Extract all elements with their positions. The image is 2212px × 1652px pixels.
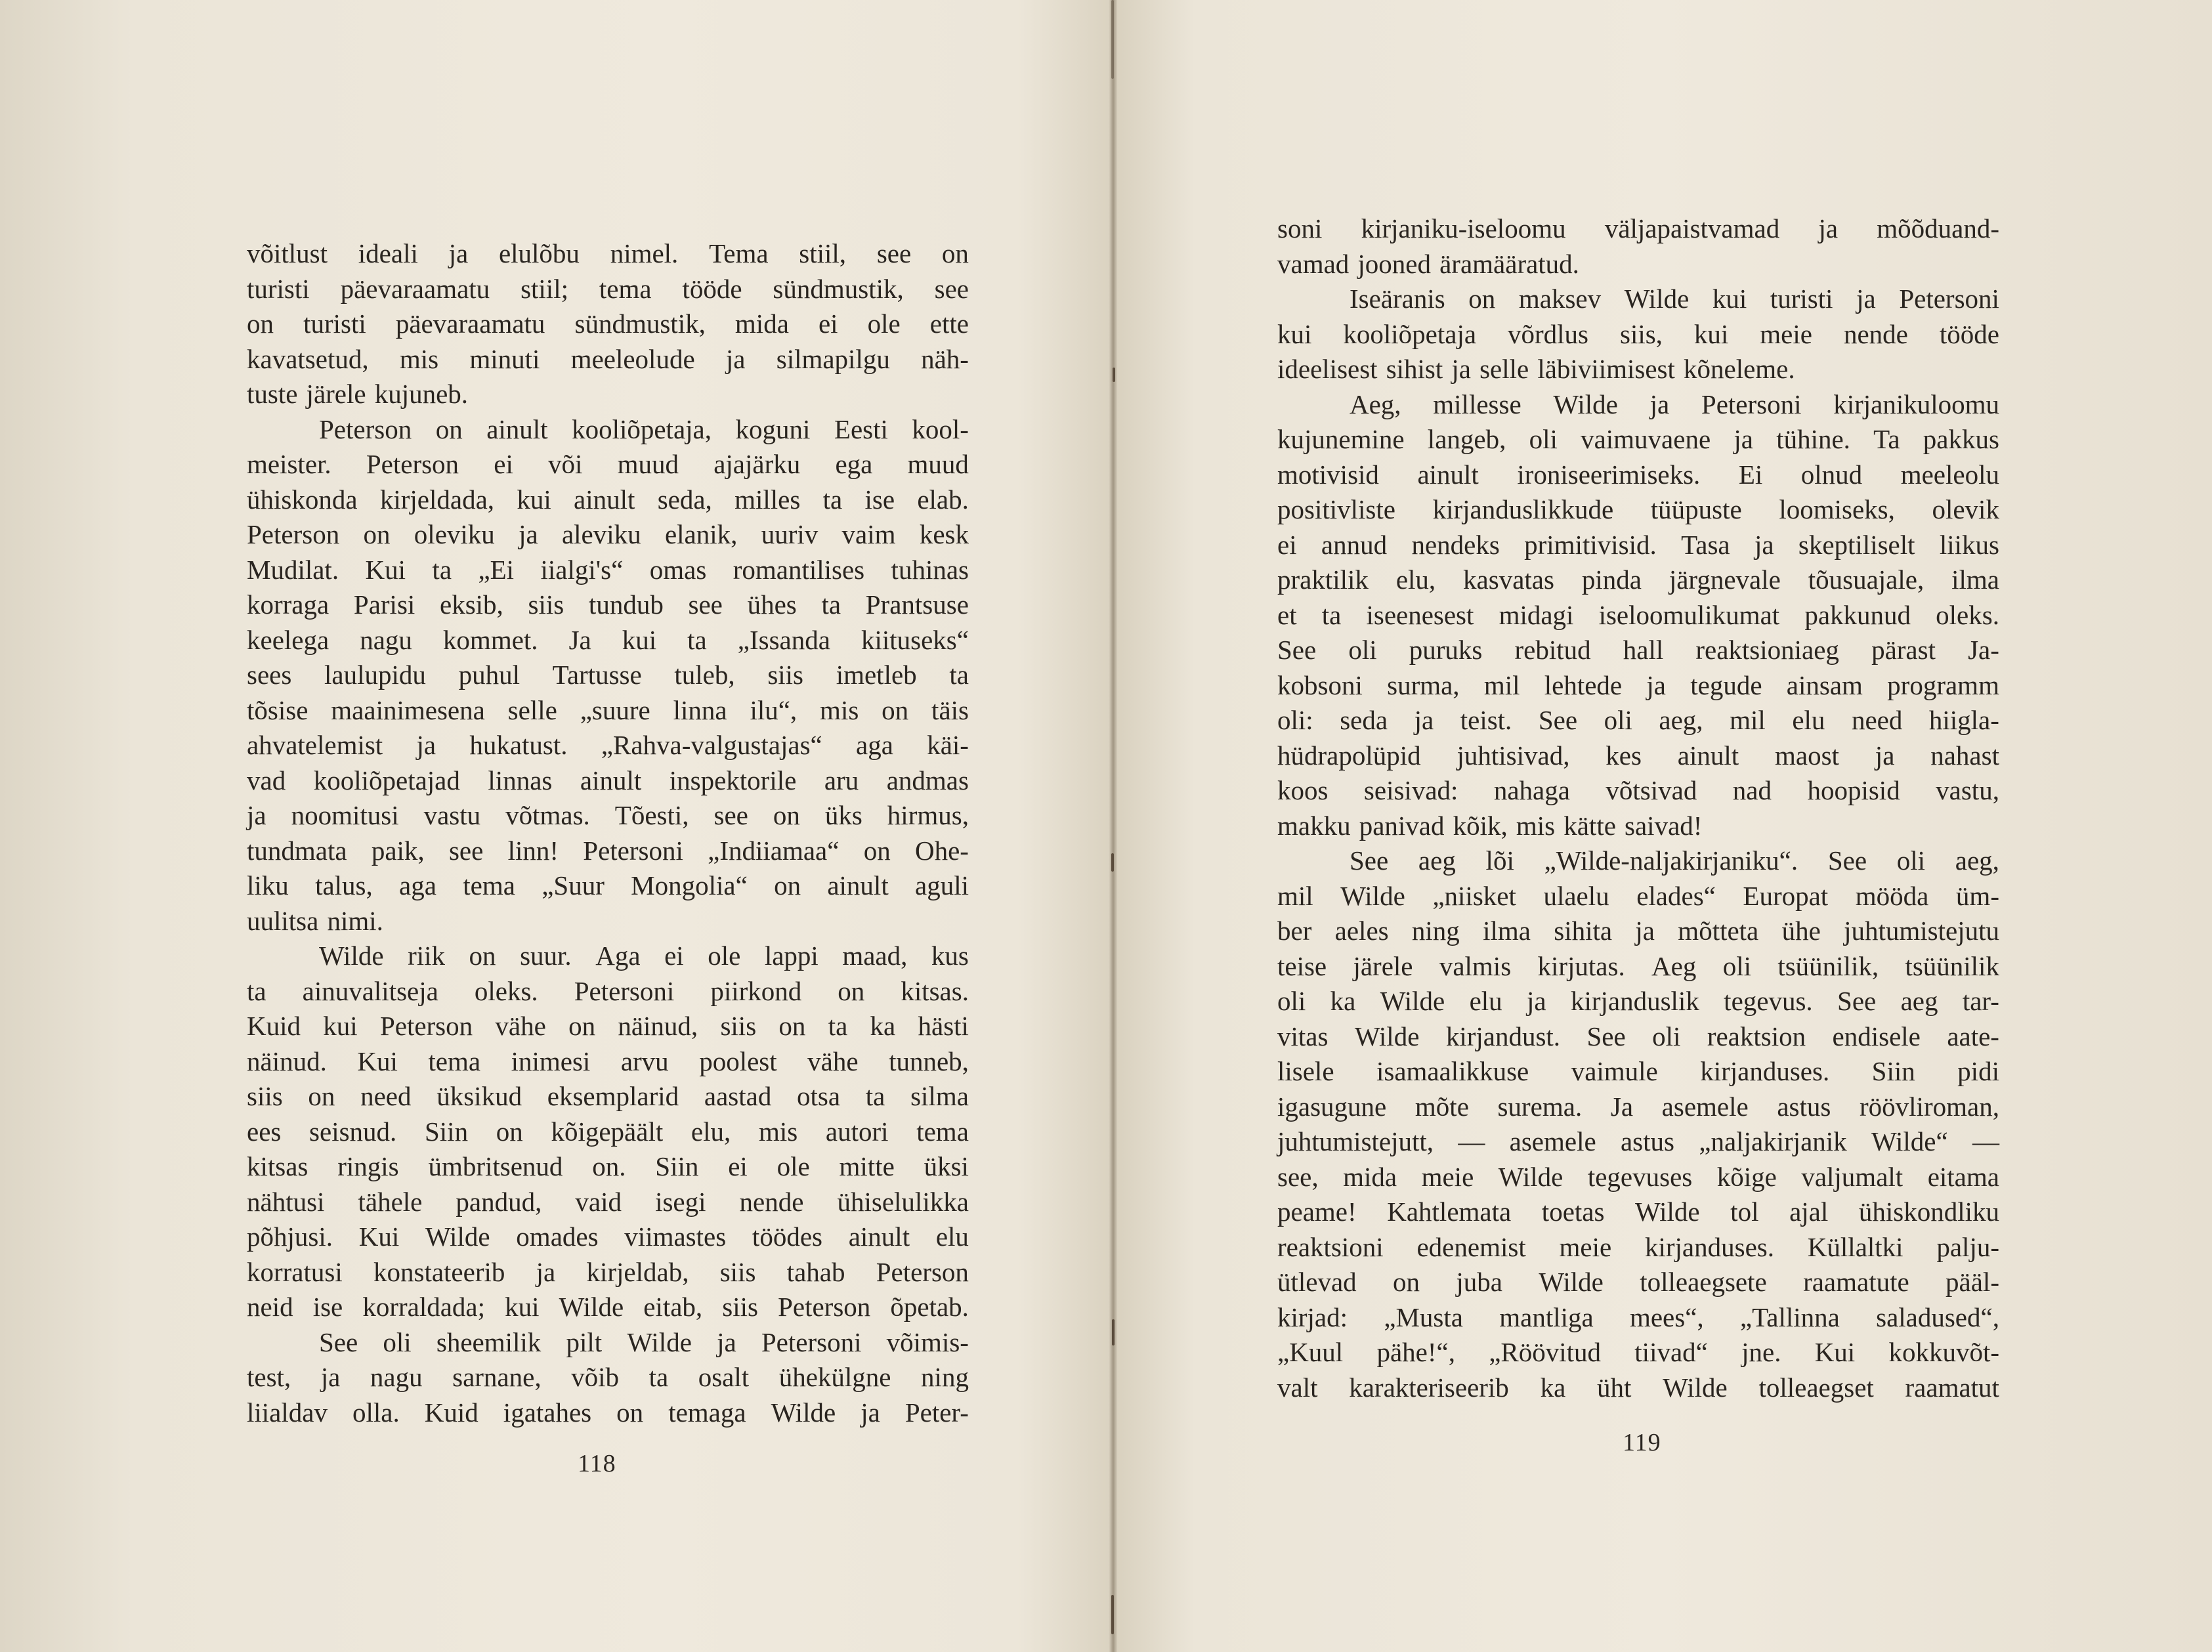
text-line: ees seisnud. Siin on kõigepäält elu, mis autori tema [247, 1116, 969, 1147]
text-line: ideelisest sihist ja selle läbiviimisest kõneleme. [1277, 354, 1795, 384]
text-line: Peterson on ainult kooliõpetaja, koguni Eesti kool- [319, 413, 969, 444]
text-line: praktilik elu, kasvatas pinda järgnevale tõusuajale, ilma [1277, 564, 1999, 595]
text-line: näinud. Kui tema inimesi arvu poolest vähe tunneb, [247, 1046, 969, 1076]
text-line: põhjusi. Kui Wilde omades viimastes töödes ainult elu [247, 1221, 969, 1252]
text-line: hüdrapolüpid juhtisivad, kes ainult maost ja nahast [1277, 740, 1999, 771]
text-line: kobsoni surma, mil lehtede ja tegude ainsam programm [1277, 669, 1999, 700]
text-line: uulitsa nimi. [247, 905, 383, 936]
text-line: oli: seda ja teist. See oli aeg, mil elu need hiigla- [1277, 705, 1999, 735]
text-line: valt karakteriseerib ka üht Wilde tolleaegset raamatut [1277, 1372, 1999, 1403]
text-line: See aeg lõi „Wilde-naljakirjaniku“. See oli aeg, [1350, 845, 1999, 876]
text-line: ja noomitusi vastu võtmas. Tõesti, see on üks hirmus, [247, 800, 969, 830]
text-line: motivisid ainult ironiseerimiseks. Ei olnud meeleolu [1277, 459, 1999, 490]
book-gutter [1109, 0, 1117, 1652]
text-line: lisele isamaalikkuse vaimule kirjanduses. Siin pidi [1277, 1056, 1999, 1086]
text-line: tuste järele kujuneb. [247, 379, 469, 409]
text-line: ber aeles ning ilma sihita ja mõtteta ühe juhtumistejutu [1277, 916, 1999, 946]
text-line: peame! Kahtlemata toetas Wilde tol ajal ühiskondliku [1277, 1197, 1999, 1227]
text-line: ei annud nendeks primitivisid. Tasa ja skeptiliselt liikus [1277, 529, 1999, 560]
text-line: see, mida meie Wilde tegevuses kõige valjumalt eitama [1277, 1161, 1999, 1192]
text-line: kitsas ringis ümbritsenud on. Siin ei ole mitte üksi [247, 1151, 969, 1181]
text-line: et ta iseenesest midagi iseloomulikumat pakkunud oleks. [1277, 599, 1999, 630]
text-line: soni kirjaniku-iseloomu väljapaistvamad ja mõõduand- [1277, 213, 1999, 244]
text-line: korraga Parisi eksib, siis tundub see ühes ta Prantsuse [247, 589, 969, 620]
text-line: ta ainuvalitseja oleks. Petersoni piirkond on kitsas. [247, 975, 969, 1006]
text-line: kui kooliõpetaja võrdlus siis, kui meie nende tööde [1277, 318, 1999, 349]
text-line: See oli puruks rebitud hall reaktsioniaeg pärast Ja- [1277, 635, 1999, 665]
text-line: Peterson on oleviku ja aleviku elanik, uuriv vaim kesk [247, 519, 969, 549]
binding-thread [1113, 368, 1115, 382]
left-page-number: 118 [578, 1450, 616, 1477]
text-line: neid ise korraldada; kui Wilde eitab, siis Peterson õpetab. [247, 1292, 969, 1322]
text-line: liialdav olla. Kuid igatahes on temaga Wilde ja Peter- [247, 1397, 969, 1428]
text-line: Kuid kui Peterson vähe on näinud, siis on ta ka hästi [247, 1011, 969, 1041]
binding-thread [1111, 853, 1114, 872]
text-line: võitlust ideali ja elulõbu nimel. Tema stiil, see on [247, 238, 969, 268]
text-line: sees laulupidu puhul Tartusse tuleb, siis imetleb ta [247, 660, 969, 690]
right-page-text [1277, 211, 1999, 1405]
text-line: vitas Wilde kirjandust. See oli reaktsion endisele aate- [1277, 1021, 1999, 1051]
text-line: kujunemine langeb, oli vaimuvaene ja tühine. Ta pakkus [1277, 424, 1999, 454]
text-line: keelega nagu kommet. Ja kui ta „Issanda kiituseks“ [247, 624, 969, 655]
text-line: korratusi konstateerib ja kirjeldab, siis tahab Peterson [247, 1256, 969, 1287]
text-line: on turisti päevaraamatu sündmustik, mida ei ole ette [247, 308, 969, 339]
text-line: liku talus, aga tema „Suur Mongolia“ on ainult aguli [247, 870, 969, 900]
text-line: ahvatelemist ja hukatust. „Rahva-valgustajas“ aga käi- [247, 730, 969, 760]
text-line: turisti päevaraamatu stiil; tema tööde sündmustik, see [247, 273, 969, 304]
text-line: kirjad: „Musta mantliga mees“, „Tallinna saladused“, [1277, 1302, 1999, 1332]
text-line: ütlevad on juba Wilde tolleaegsete raamatute pääl- [1277, 1267, 1999, 1297]
text-line: Aeg, millesse Wilde ja Petersoni kirjanikuloomu [1350, 389, 1999, 419]
text-line: koos seisivad: nahaga võtsivad nad hoopisid vastu, [1277, 775, 1999, 805]
text-line: tundmata paik, see linn! Petersoni „Indiiamaa“ on Ohe- [247, 835, 969, 866]
text-line: kavatsetud, mis minuti meeleolude ja silmapilgu näh- [247, 343, 969, 374]
text-line: vamad jooned äramääratud. [1277, 248, 1579, 279]
text-line: meister. Peterson ei või muud ajajärku ega muud [247, 449, 969, 479]
text-line: teise järele valmis kirjutas. Aeg oli tsüünilik, tsüünilik [1277, 950, 1999, 981]
text-line: test, ja nagu sarnane, võib ta osalt ühekülgne ning [247, 1362, 969, 1392]
text-line: tõsise maainimesena selle „suure linna ilu“, mis on täis [247, 694, 969, 725]
text-line: mil Wilde „niisket ulaelu elades“ Europat mööda üm- [1277, 880, 1999, 911]
text-line: Mudilat. Kui ta „Ei iialgi's“ omas romantilises tuhinas [247, 554, 969, 585]
text-line: juhtumistejutt, — asemele astus „naljakirjanik Wilde“ — [1277, 1126, 1999, 1156]
text-line: oli ka Wilde elu ja kirjanduslik tegevus. See aeg tar- [1277, 986, 1999, 1016]
text-line: „Kuul pähe!“, „Röövitud tiivad“ jne. Kui kokkuvõt- [1277, 1337, 1999, 1367]
text-line: makku panivad kõik, mis kätte saivad! [1277, 810, 1703, 841]
text-line: positivliste kirjanduslikkude tüüpuste loomiseks, olevik [1277, 494, 1999, 524]
text-line: Wilde riik on suur. Aga ei ole lappi maad, kus [319, 941, 969, 971]
text-line: reaktsioni edenemist meie kirjanduses. Küllaltki palju- [1277, 1231, 1999, 1262]
text-line: vad kooliõpetajad linnas ainult inspektorile aru andmas [247, 765, 969, 795]
text-line: igasugune mõte surema. Ja asemele astus röövliroman, [1277, 1091, 1999, 1122]
text-line: siis on need üksikud eksemplarid aastad otsa ta silma [247, 1081, 969, 1111]
text-line: See oli sheemilik pilt Wilde ja Petersoni võimis- [319, 1326, 969, 1357]
binding-thread [1111, 1595, 1114, 1634]
left-page-text [247, 236, 969, 1430]
right-page [1117, 0, 2212, 1652]
right-page-number: 119 [1623, 1429, 1661, 1456]
text-line: ühiskonda kirjeldada, kui ainult seda, milles ta ise elab. [247, 484, 969, 515]
binding-thread [1111, 0, 1114, 79]
binding-thread [1112, 1319, 1115, 1345]
text-line: Iseäranis on maksev Wilde kui turisti ja Petersoni [1350, 284, 1999, 314]
text-line: nähtusi tähele pandud, vaid isegi nende ühiselulikka [247, 1186, 969, 1217]
